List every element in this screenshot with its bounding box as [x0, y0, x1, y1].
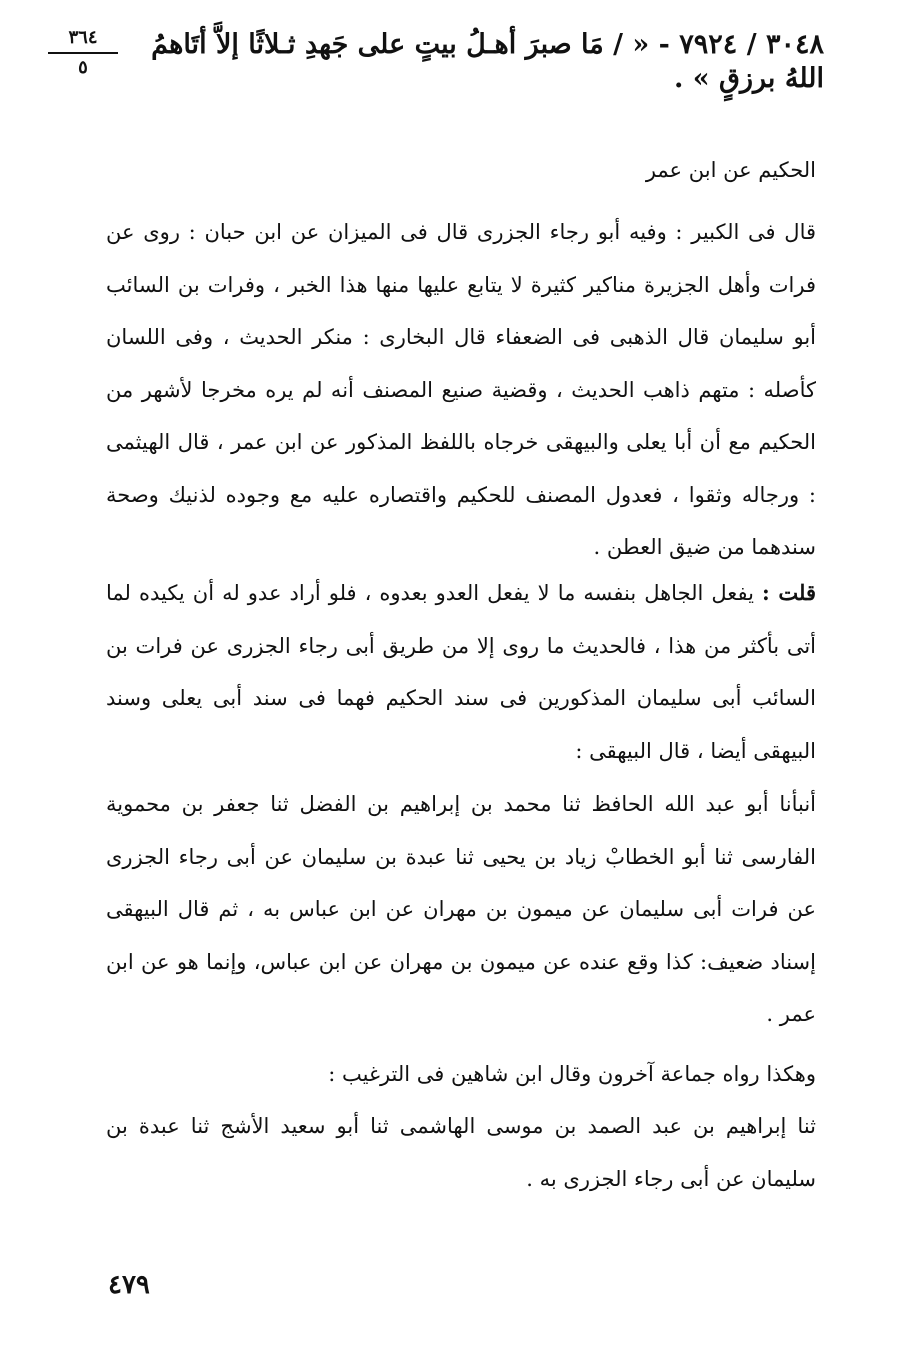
- commentary-paragraph-2: [106, 567, 816, 777]
- commentary-paragraph-1: قال فى الكبير : وفيه أبو رجاء الجزرى قال فى الميزان عن ابن حبان : روى عن فرات وأهل الجزيرة مناكير كثيرة لا يتابع عليها منها هذا الخبر ، وفرات بن السائب أبو سليمان قال الذهبى فى الضعفاء قال البخارى : منكر الحديث ، وفى اللسان كأصله : متهم ذاهب الحديث ، وقضية صنيع المصنف أنه لم يره مخرجا لأشهر من الحكيم مع أن أبا يعلى والبيهقى خرجاه باللفظ المذكور عن ابن عمر ، قال الهيثمى : ورجاله وثقوا ، فعدول المصنف للحكيم واقتصاره عليه مع وجوده لذنيك وصحة سندهما من ضيق العطن .: [106, 220, 816, 559]
- source-reference-volume: ٣٦٤: [48, 28, 118, 54]
- commentary-paragraph-2-body: يفعل الجاهل بنفسه ما لا يفعل العدو بعدوه ، فلو أراد عدو له أن يكيده لما أتى بأكثر من هذا ، فالحديث ما روى إلا من طريق أبى رجاء الجزرى عن فرات بن السائب أبى سليمان المذكورين فى سند الحكيم فهما فى سند أبى يعلى وسند البيهقى أيضا ، قال البيهقى :: [106, 581, 816, 763]
- hadith-text-line-1: ٣٠٤٨ / ٧٩٢٤ - « / مَا صبرَ أهـلُ بيتٍ على جَهدِ ثـلاثًا إلاَّ أتَاهمُ: [151, 29, 824, 60]
- isnad-paragraph: أنبأنا أبو عبد الله الحافظ ثنا محمد بن إبراهيم بن الفضل ثنا جعفر بن محموية الفارسى ثنا أبو الخطابْ زياد بن يحيى ثنا عبدة بن سليمان عن أبى رجاء الجزرى عن فرات أبى سليمان عن ميمون بن مهران عن ابن عباس به ، ثم قال البيهقى إسناد ضعيف: كذا وقع عنده عن ميمون بن مهران عن ابن عباس، وإنما هو عن ابن عمر .: [106, 792, 816, 1026]
- qultu-lead: قلت :: [761, 580, 816, 605]
- hadith-text-line-2: اللهُ برزقٍ » .: [673, 63, 824, 94]
- commentary-paragraph-4: وهكذا رواه جماعة آخرون وقال ابن شاهين فى الترغيب :: [328, 1062, 816, 1086]
- page-number: ٤٧٩: [108, 1270, 150, 1300]
- hadith-source-heading: الحكيم عن ابن عمر: [645, 158, 816, 182]
- source-reference-part: ٥: [78, 57, 88, 78]
- source-reference: [48, 28, 118, 78]
- hadith-entry: [32, 28, 824, 96]
- isnad-paragraph-2: ثنا إبراهيم بن عبد الصمد بن موسى الهاشمى ثنا أبو سعيد الأشج ثنا عبدة بن سليمان عن أبى رجاء الجزرى به .: [106, 1114, 816, 1191]
